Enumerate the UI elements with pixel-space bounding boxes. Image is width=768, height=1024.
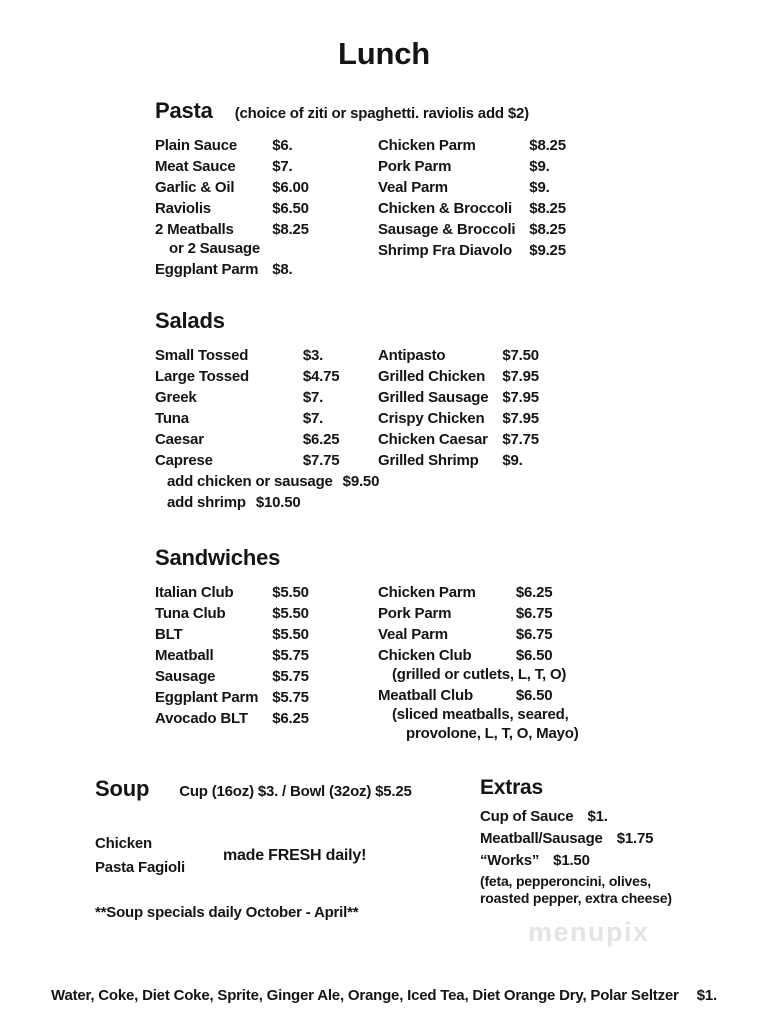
menu-item-name: Eggplant Parm xyxy=(155,261,259,278)
menu-item-price: $8.25 xyxy=(529,200,566,217)
soup-varieties xyxy=(95,832,185,880)
menu-item-price: $5.50 xyxy=(272,605,309,622)
menu-item-price: $6.75 xyxy=(515,626,553,643)
menu-item-name: Avocado BLT xyxy=(155,710,248,727)
soup-section xyxy=(95,776,480,948)
menu-item-price: $8. xyxy=(272,261,293,278)
pasta-right-list xyxy=(378,137,732,259)
menu-item-price: $7.75 xyxy=(502,431,539,448)
menu-item-price: $9.25 xyxy=(529,242,566,259)
menu-item-price: $5.75 xyxy=(272,647,309,664)
menu-item-name: Sausage xyxy=(155,668,216,685)
menu-item-price: $7.95 xyxy=(502,410,539,427)
menu-item-name: Meatball xyxy=(155,647,214,664)
extras-item xyxy=(480,852,738,869)
menu-item-name: Grilled Sausage xyxy=(378,389,489,406)
salads-heading: Salads xyxy=(155,308,225,333)
menu-item-price: $6.00 xyxy=(272,179,309,196)
menu-item-price: $7. xyxy=(272,158,293,175)
addon-name: add chicken or sausage xyxy=(167,473,333,490)
menu-item-price: $7.50 xyxy=(502,347,539,364)
menu-item-name: Sausage & Broccoli xyxy=(378,221,516,238)
menu-item-price: $1. xyxy=(587,808,608,825)
menu-item-price: $5.75 xyxy=(272,668,309,685)
salads-left-list xyxy=(155,347,378,511)
soup-specials-note: **Soup specials daily October - April** xyxy=(95,904,359,921)
menu-item-subline: provolone, L, T, O, Mayo) xyxy=(406,725,579,742)
extras-note: (feta, pepperoncini, olives, xyxy=(480,873,651,889)
menu-item-name: Antipasto xyxy=(378,347,446,364)
menu-item-price: $6.50 xyxy=(515,687,553,704)
menu-item-name: Large Tossed xyxy=(155,368,250,385)
sandwiches-heading: Sandwiches xyxy=(155,545,281,570)
menu-item-name: Veal Parm xyxy=(378,179,448,196)
extras-heading: Extras xyxy=(480,776,544,799)
menu-item-name: Greek xyxy=(155,389,197,406)
menu-item-price: $7. xyxy=(302,410,324,427)
soup-fresh-note: made FRESH daily! xyxy=(222,847,367,864)
menu-item-price: $7.95 xyxy=(502,368,539,385)
menu-item-price: $5.75 xyxy=(272,689,309,706)
menu-item-price: $4.75 xyxy=(302,368,340,385)
menu-item-name: Small Tossed xyxy=(155,347,249,364)
pasta-section xyxy=(155,98,732,278)
addon-price: $9.50 xyxy=(342,473,380,490)
menu-item-name: Chicken Parm xyxy=(378,584,476,601)
menu-item-name: Tuna Club xyxy=(155,605,226,622)
menu-item-price: $5.50 xyxy=(272,626,309,643)
menu-item-name: Chicken Club xyxy=(378,647,472,664)
extras-item xyxy=(480,830,738,847)
menu-item-price: $8.25 xyxy=(272,221,309,238)
menu-item-subline: (grilled or cutlets, L, T, O) xyxy=(392,666,567,683)
sandwiches-left-list xyxy=(155,584,378,727)
menu-item-name: Italian Club xyxy=(155,584,234,601)
menupix-watermark: menupix xyxy=(528,917,650,947)
drinks-price: $1. xyxy=(696,987,717,1004)
menu-item-price: $7. xyxy=(302,389,324,406)
sandwiches-right-list xyxy=(378,584,732,742)
menu-item-name: Chicken Parm xyxy=(378,137,476,154)
pasta-heading: Pasta xyxy=(155,98,213,123)
menu-item-name: “Works” xyxy=(480,852,540,869)
soup-sizes: Cup (16oz) $3. / Bowl (32oz) $5.25 xyxy=(179,783,412,800)
menu-item-price: $9. xyxy=(529,158,550,175)
menu-item-price: $7.95 xyxy=(502,389,539,406)
menu-item-price: $8.25 xyxy=(529,137,566,154)
menu-item-name: Pork Parm xyxy=(378,605,452,622)
extras-item xyxy=(480,808,738,825)
menu-item-price: $3. xyxy=(302,347,324,364)
menu-item-name: Grilled Chicken xyxy=(378,368,486,385)
menu-item-name: Grilled Shrimp xyxy=(378,452,479,469)
menu-item-subline: or 2 Sausage xyxy=(169,240,260,257)
menu-item-name: Crispy Chicken xyxy=(378,410,485,427)
menu-item-price: $6.75 xyxy=(515,605,553,622)
menu-item-name: Caesar xyxy=(155,431,204,448)
menu-item-price: $9. xyxy=(502,452,523,469)
menu-item-name: Raviolis xyxy=(155,200,211,217)
menu-item-name: Garlic & Oil xyxy=(155,179,235,196)
menu-item-name: Caprese xyxy=(155,452,213,469)
menu-item-price: $1.75 xyxy=(616,830,654,847)
menu-item-price: $1.50 xyxy=(553,852,590,869)
salads-right-list xyxy=(378,347,732,469)
extras-note: roasted pepper, extra cheese) xyxy=(480,890,672,906)
sandwiches-section xyxy=(155,545,732,742)
salad-addon-line xyxy=(155,494,379,511)
menu-item-name: Shrimp Fra Diavolo xyxy=(378,242,512,259)
page-title: Lunch xyxy=(338,36,430,71)
soup-variety: Chicken xyxy=(95,835,152,852)
menu-item-name: Tuna xyxy=(155,410,189,427)
menu-item-price: $6.25 xyxy=(272,710,309,727)
menu-item-name: Meatball/Sausage xyxy=(480,830,603,847)
addon-price: $10.50 xyxy=(255,494,301,511)
menu-item-name: 2 Meatballs xyxy=(155,221,234,238)
menu-item-price: $6.25 xyxy=(302,431,340,448)
menu-item-price: $5.50 xyxy=(272,584,309,601)
drinks-list: Water, Coke, Diet Coke, Sprite, Ginger Ale, Orange, Iced Tea, Diet Orange Dry, Polar Seltzer xyxy=(51,987,679,1004)
drinks-line xyxy=(0,987,768,1004)
menu-item-price: $6. xyxy=(272,137,293,154)
menu-item-name: Chicken & Broccoli xyxy=(378,200,512,217)
menu-item-price: $7.75 xyxy=(302,452,340,469)
menu-item-name: Chicken Caesar xyxy=(378,431,488,448)
menu-item-price: $9. xyxy=(529,179,550,196)
menu-item-price: $6.50 xyxy=(272,200,309,217)
soup-variety: Pasta Fagioli xyxy=(95,859,185,876)
menu-item-price: $6.50 xyxy=(515,647,553,664)
menu-item-name: BLT xyxy=(155,626,183,643)
salads-section xyxy=(155,308,732,511)
addon-name: add shrimp xyxy=(167,494,246,511)
menu-item-name: Meatball Club xyxy=(378,687,473,704)
menu-item-subline: (sliced meatballs, seared, xyxy=(392,706,569,723)
pasta-left-list xyxy=(155,137,378,278)
menu-item-name: Plain Sauce xyxy=(155,137,238,154)
menu-item-price: $8.25 xyxy=(529,221,566,238)
extras-section xyxy=(480,776,738,948)
pasta-note: (choice of ziti or spaghetti. raviolis add $2) xyxy=(234,105,529,122)
menu-item-name: Pork Parm xyxy=(378,158,452,175)
menu-item-name: Cup of Sauce xyxy=(480,808,574,825)
menu-item-price: $6.25 xyxy=(515,584,553,601)
soup-heading: Soup xyxy=(95,776,150,801)
menu-item-name: Veal Parm xyxy=(378,626,448,643)
menu-item-name: Eggplant Parm xyxy=(155,689,259,706)
salad-addon-line xyxy=(155,473,379,490)
menu-item-name: Meat Sauce xyxy=(155,158,236,175)
